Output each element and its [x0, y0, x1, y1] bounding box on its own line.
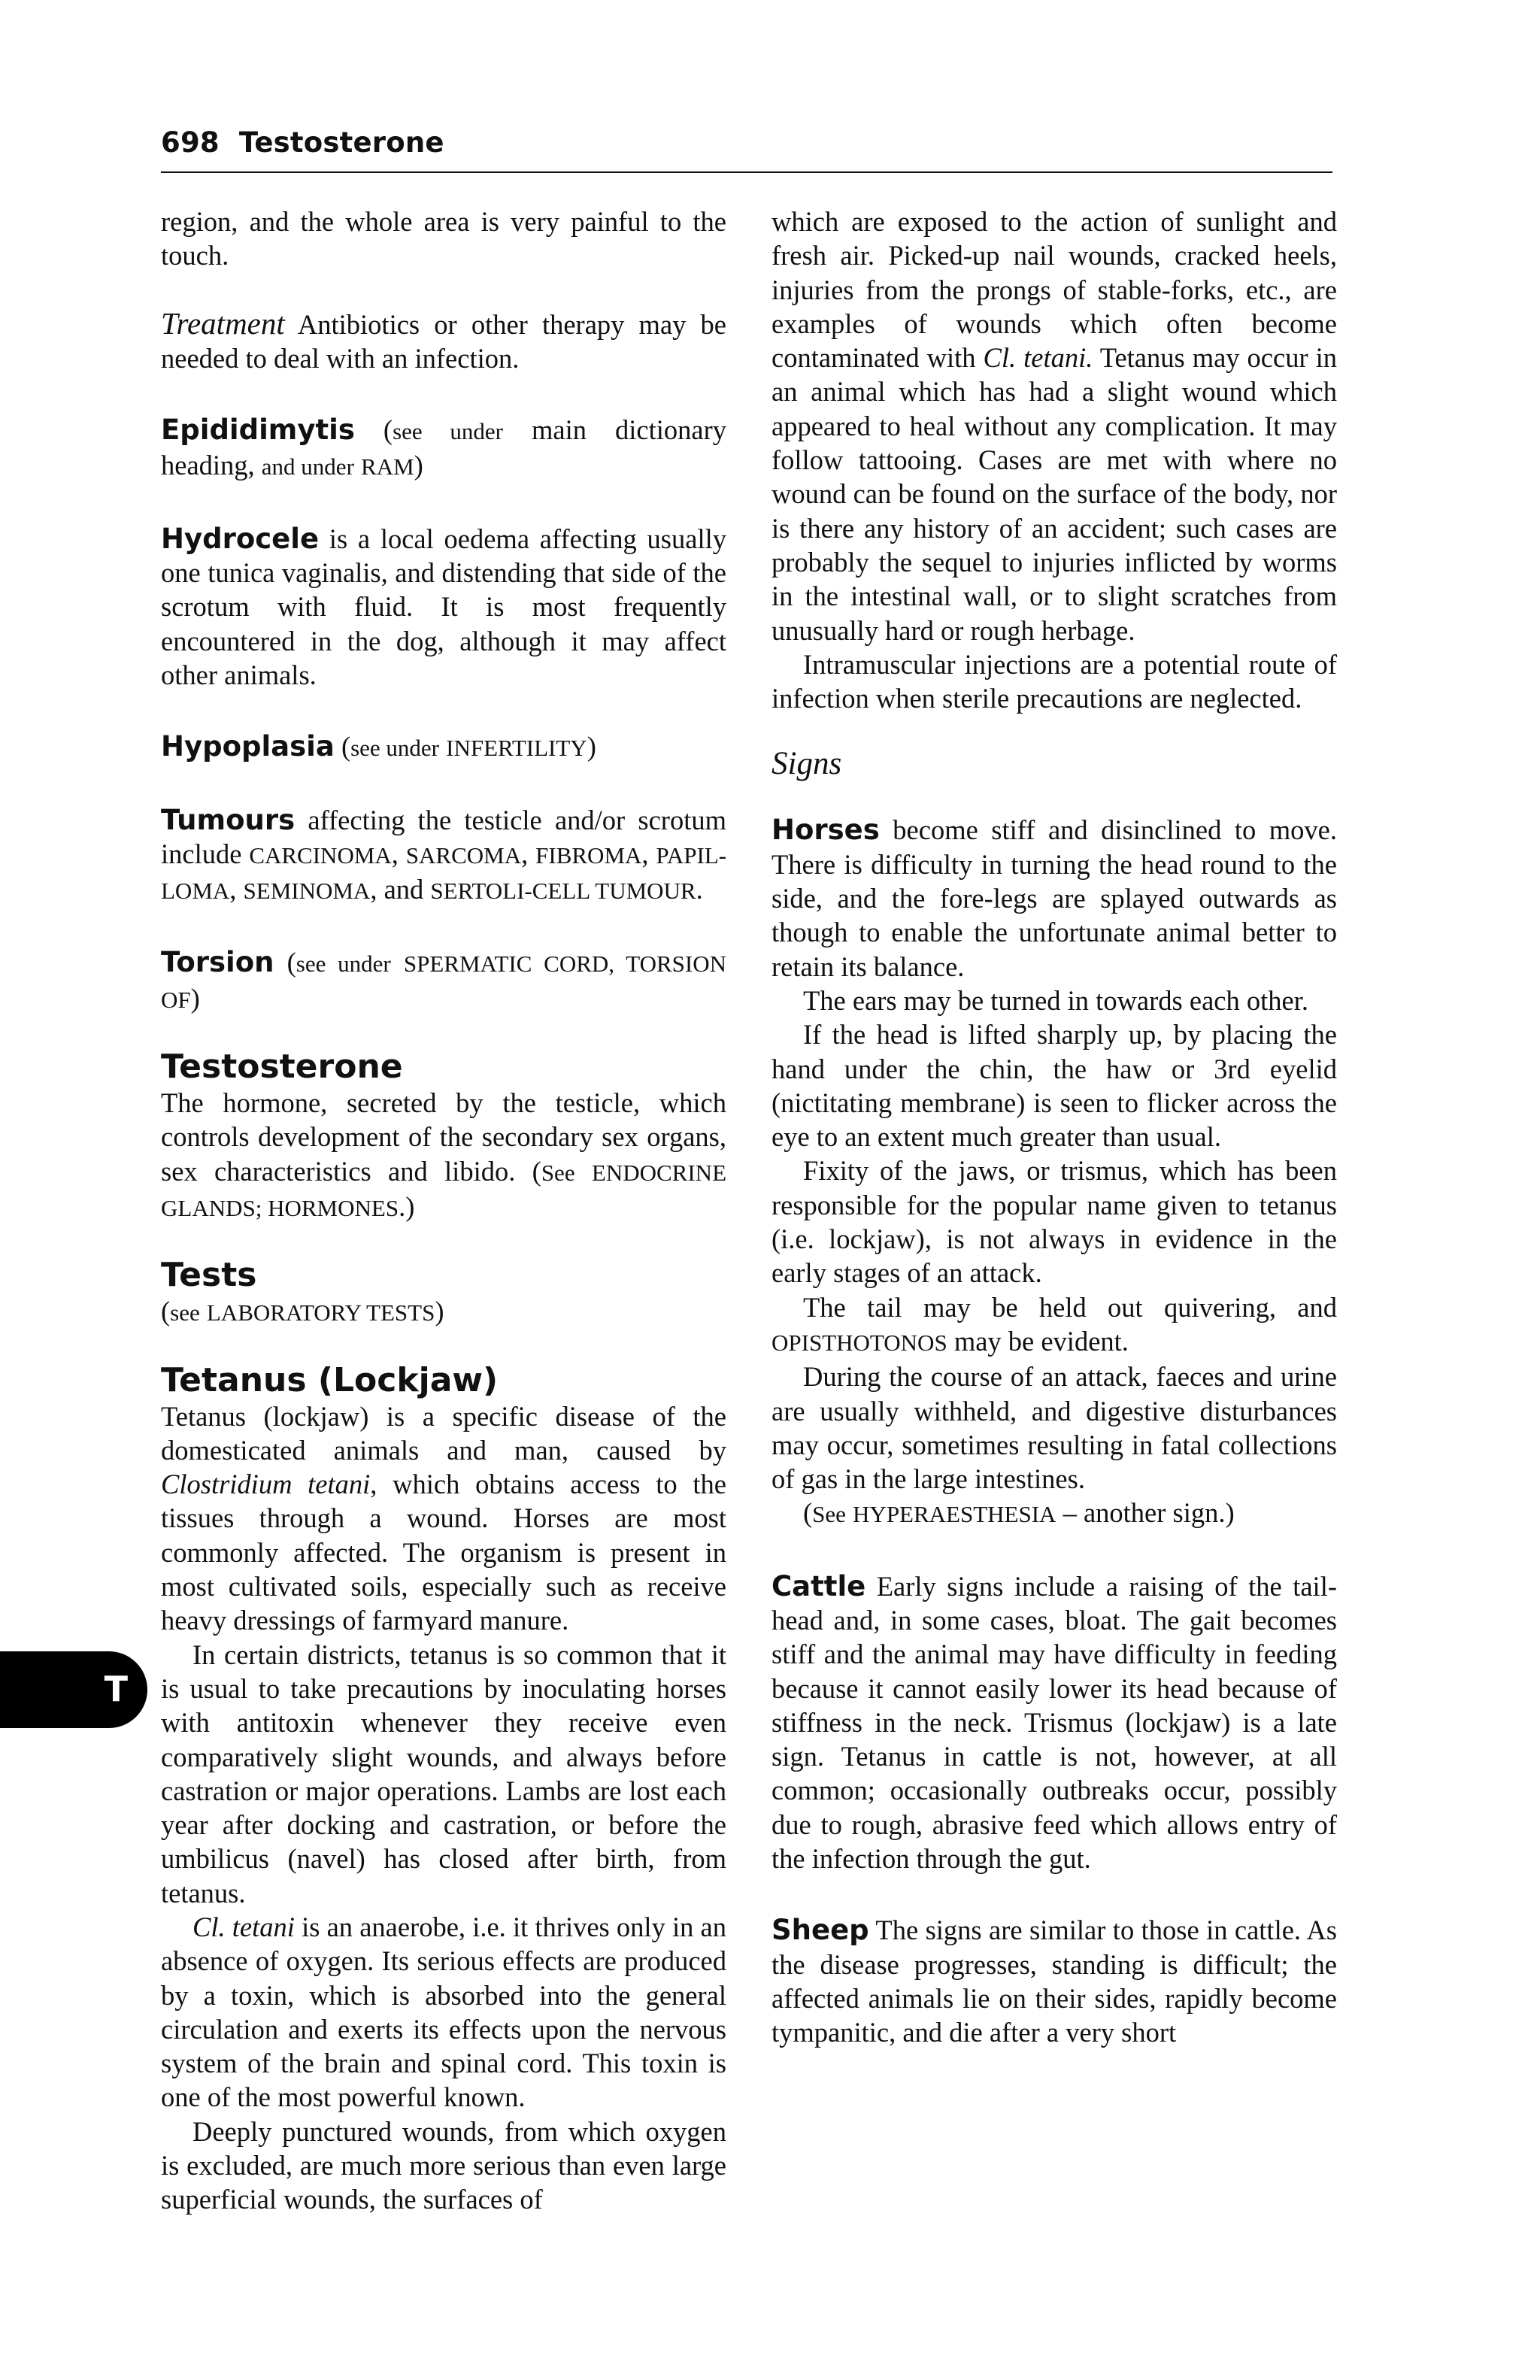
tests-heading: Tests: [161, 1256, 257, 1295]
text-fragment: [391, 947, 404, 978]
cross-reference: INFERTILITY: [446, 735, 587, 762]
hydrocele-term: Hydrocele: [161, 522, 320, 555]
horses-paragraph-1: [772, 813, 1337, 983]
see-label: See: [541, 1159, 575, 1186]
cross-reference: CARCINOMA: [249, 841, 392, 869]
text-fragment: , and: [370, 874, 431, 905]
text-fragment: Tetanus (lockjaw) is a specific disease of the domesticated animals and man, caused by: [161, 1400, 726, 1466]
text-fragment: .): [399, 1190, 415, 1222]
horses-paragraph-4: Fixity of the jaws, or trismus, which has been responsible for the popular name given to tetanus (i.e. lockjaw), is not always in evidence in the early stages of an attack.: [772, 1155, 1337, 1289]
text-fragment: (: [161, 1296, 171, 1327]
signs-heading: Signs: [772, 746, 842, 782]
text-fragment: ,: [641, 838, 656, 869]
text-fragment: ,: [391, 838, 406, 869]
cross-reference: OPISTHOTONOS: [772, 1329, 947, 1356]
horses-paragraph-5: [772, 1290, 1337, 1360]
text-fragment: which are exposed to the action of sunlight and fresh air. Picked-up nail wounds, cracked heels, injuries from the prongs of stable-forks, etc., are examples of wounds which often become contaminated with: [772, 206, 1337, 374]
running-head-title: Testosterone: [238, 126, 444, 159]
species-name: Cl. tetani.: [983, 342, 1093, 374]
testosterone-text: [161, 1086, 726, 1225]
page-number: 698: [161, 126, 220, 159]
species-name: Clostridium tetani: [161, 1469, 371, 1500]
sheep-lead: Sheep: [772, 1914, 869, 1947]
cross-reference: LABORATORY TESTS: [206, 1299, 435, 1326]
tetanus-heading: Tetanus (Lockjaw): [161, 1360, 499, 1399]
text-fragment: ): [190, 982, 200, 1014]
see-under-label: see under: [393, 418, 503, 445]
text-fragment: .: [696, 874, 703, 905]
wounds-paragraph: [772, 205, 1337, 647]
left-column: [161, 205, 726, 2217]
tumours-entry: [161, 803, 726, 908]
text-fragment: The signs are similar to those in cattle. As the disease progresses, standing is difficult; the affected animals lie on their sides, rapidly become tympanitic, and die after a very short: [772, 1915, 1337, 2048]
text-fragment: , which obtains access to the tissues through a wound. Horses are most commonly affected. The organism is present in most cultivated soils, especially such as receive heavy dressings of farmyard manure.: [161, 1469, 726, 1636]
hydrocele-text: is a local oedema affecting usually one tunica vaginalis, and distending that side of the scrotum with fluid. It is most frequently encountered in the dog, although it may affect other animals.: [161, 523, 726, 690]
cattle-paragraph: [772, 1569, 1337, 1876]
cross-reference: SEMINOMA: [243, 878, 371, 905]
horses-paragraph-2: The ears may be turned in towards each other.: [803, 984, 1308, 1016]
paragraph-region: region, and the whole area is very painful to the touch.: [161, 206, 726, 271]
hypoplasia-term: Hypoplasia: [161, 730, 335, 763]
text-fragment: (: [274, 947, 296, 978]
tetanus-paragraph-4: Deeply punctured wounds, from which oxygen is excluded, are much more serious than even large superficial wounds, the surfaces of: [161, 2115, 726, 2215]
cross-reference: ENDOCRINE GLANDS; HORMONES: [161, 1159, 727, 1221]
text-fragment: may be evident.: [947, 1325, 1129, 1357]
horses-paragraph-3: If the head is lifted sharply up, by placing the hand under the chin, the haw or 3rd eyelid (nictitating membrane) is seen to flicker across the eye to an extent much greater than usual.: [772, 1019, 1337, 1153]
and-under-label: and under: [261, 453, 354, 481]
torsion-entry: [161, 945, 726, 1017]
thumb-tab-letter: T: [104, 1669, 128, 1709]
cattle-lead: Cattle: [772, 1569, 866, 1602]
cross-reference: SERTOLI-CELL TUMOUR: [430, 878, 696, 905]
epididimytis-term: Epididimytis: [161, 414, 355, 447]
text-fragment: main dictionary heading,: [161, 414, 726, 481]
horses-lead: Horses: [772, 814, 880, 847]
tumours-term: Tumours: [161, 803, 296, 836]
text-fragment: The tail may be held out quivering, and: [803, 1291, 1337, 1323]
cross-reference: SARCOMA: [405, 841, 522, 869]
sheep-paragraph: [772, 1913, 1337, 2049]
species-name: Cl. tetani: [192, 1911, 295, 1942]
see-under-label: see under: [350, 735, 440, 762]
text-fragment: ): [587, 731, 596, 763]
see-under-label: see under: [296, 950, 391, 978]
text-fragment: is an anaerobe, i.e. it thrives only in an absence of oxygen. Its serious effects are produced by a toxin, which is absorbed into the general circulation and exerts its effects upon the nervous system of the brain and spinal cord. This toxin is one of the most powerful known.: [161, 1911, 726, 2113]
treatment-paragraph: [161, 307, 726, 376]
text-fragment: (: [803, 1497, 813, 1529]
see-label: See: [812, 1501, 846, 1528]
cross-reference: FIBROMA: [535, 841, 642, 869]
text-fragment: ): [414, 450, 423, 481]
testosterone-heading: Testosterone: [161, 1048, 403, 1087]
right-column: [772, 205, 1337, 2050]
hypoplasia-entry: [161, 729, 726, 765]
text-fragment: (: [354, 414, 393, 446]
text-fragment: [846, 1497, 853, 1528]
text-fragment: Tetanus may occur in an animal which has had a slight wound which appeared to heal without any complication. It may follow tattooing. Cases are met with where no wound can be found on the surface of the body, nor is there any history of an accident; such cases are probably the sequel to injuries inflicted by worms in the intestinal wall, or to slight scratches from unusually hard or rough herbage.: [772, 342, 1337, 646]
epididimytis-entry: [161, 413, 726, 484]
hydrocele-entry: [161, 522, 726, 692]
horses-paragraph-6: During the course of an attack, faeces and urine are usually withheld, and digestive disturbances may occur, sometimes resulting in fatal collections of gas in the large intestines.: [772, 1361, 1337, 1495]
text-fragment: [439, 731, 446, 762]
tetanus-paragraph-1: [161, 1399, 726, 1638]
text-fragment: become stiff and disinclined to move. There is difficulty in turning the head round to the side, and the fore-legs are splayed outwards as though to enable the unfortunate animal better to retain its balance.: [772, 814, 1337, 982]
treatment-text: Antibiotics or other therapy may be needed to deal with an infection.: [161, 308, 726, 374]
tetanus-paragraph-3: [161, 1910, 726, 2115]
text-fragment: ,: [229, 874, 244, 905]
text-fragment: The hormone, secreted by the testicle, which controls development of the secondary sex organs, sex characteristics and libido. (: [161, 1087, 726, 1187]
text-fragment: [200, 1296, 207, 1326]
cross-reference: RAM: [361, 453, 414, 481]
text-fragment: – another sign.): [1056, 1497, 1235, 1529]
cross-reference: SPERMATIC CORD, TORSION OF: [161, 950, 727, 1013]
tetanus-paragraph-2: In certain districts, tetanus is so common that it is usual to take precautions by inoculating horses with antitoxin whenever they receive even comparatively slight wounds, and always before castration or major operations. Lambs are lost each year after docking and castration, or before the umbilicus (navel) has closed after birth, from tetanus.: [161, 1639, 726, 1909]
cross-reference: HYPERAESTHESIA: [853, 1501, 1056, 1528]
treatment-heading: Treatment: [161, 305, 285, 341]
running-head: [161, 126, 444, 159]
thumb-index-tab: [0, 1651, 147, 1728]
header-rule: [161, 171, 1332, 173]
torsion-term: Torsion: [161, 946, 274, 979]
see-label: see: [170, 1299, 200, 1326]
text-fragment: [354, 450, 361, 481]
text-fragment: affecting the testicle and/or scrotum include: [161, 804, 726, 869]
text-fragment: (: [334, 731, 351, 763]
tests-text: [161, 1294, 726, 1329]
cross-reference: PAPIL-LOMA: [161, 841, 727, 905]
text-fragment: Early signs include a raising of the tail-head and, in some cases, bloat. The gait becomes stiff and the animal may have difficulty in feeding because it cannot easily lower its head because of stiffness in the neck. Trismus (lockjaw) is a late sign. Tetanus in cattle is not, however, at all common; occasionally outbreaks occur, possibly due to rough, abrasive feed which allows entry of the infection through the gut.: [772, 1570, 1337, 1875]
text-fragment: ,: [521, 838, 536, 869]
injections-paragraph: Intramuscular injections are a potential route of infection when sterile precautions are neglected.: [772, 648, 1337, 714]
text-fragment: [575, 1156, 592, 1187]
horses-paragraph-7: [772, 1496, 1337, 1531]
text-fragment: ): [435, 1296, 444, 1327]
